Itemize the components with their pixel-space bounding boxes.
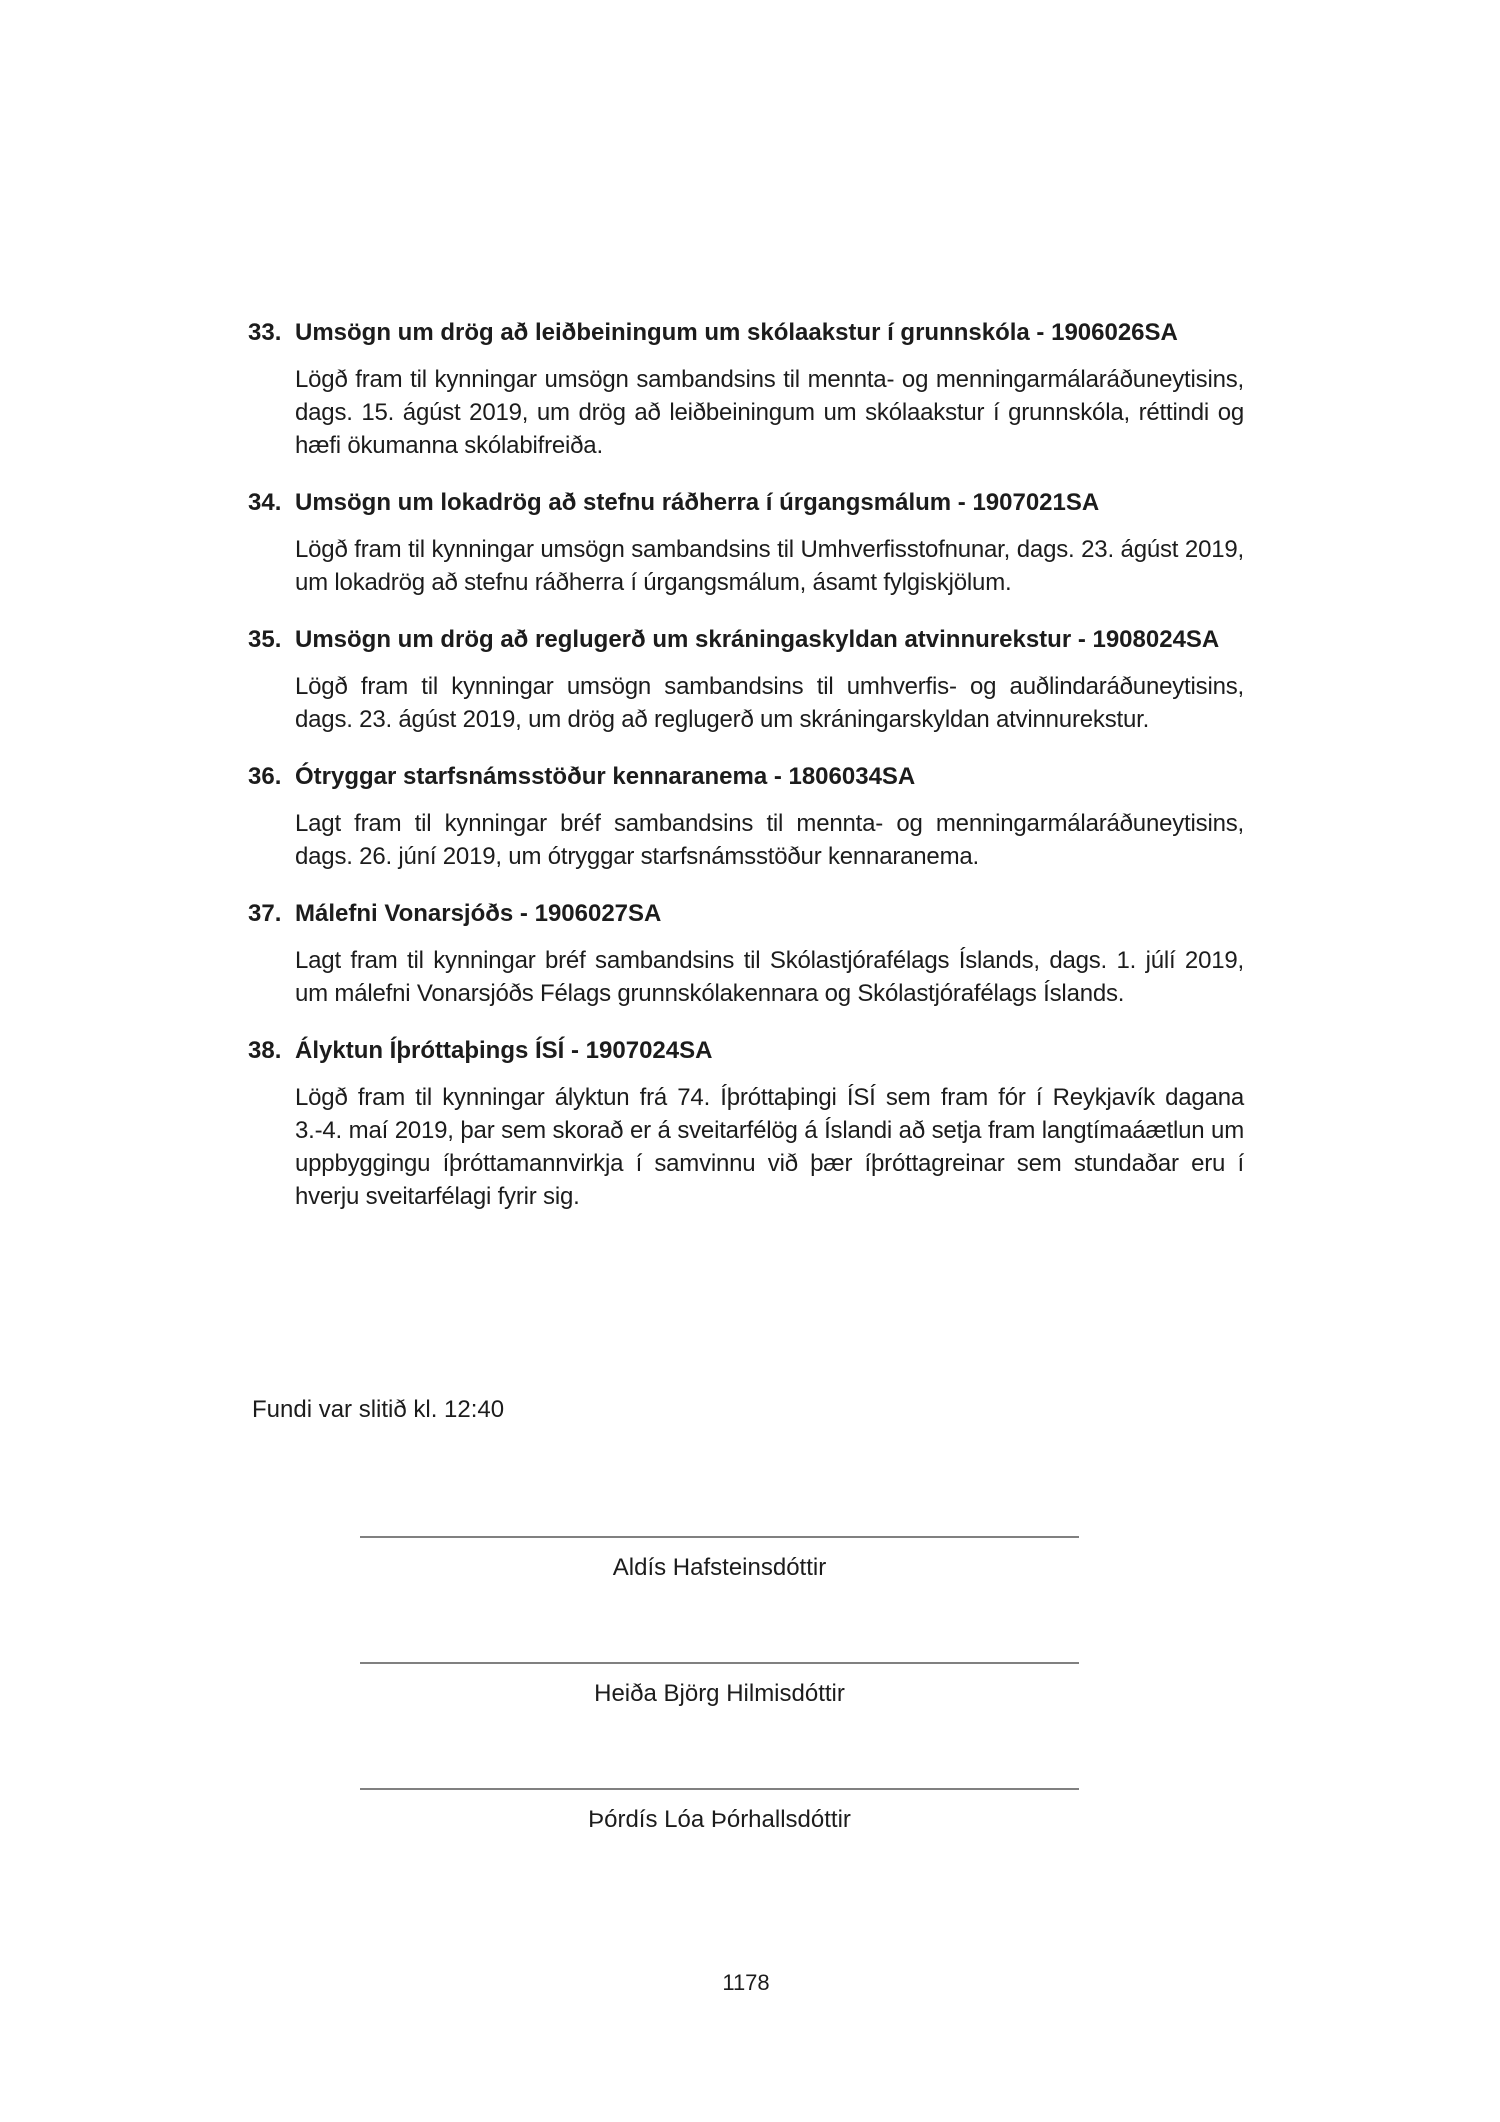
agenda-item-content [295, 623, 1244, 736]
agenda-item-title: Umsögn um drög að reglugerð um skráningaskyldan atvinnurekstur - 1908024SA [295, 626, 1220, 653]
agenda-item-body: Lögð fram til kynningar umsögn sambandsins til mennta- og menningarmálaráðuneytisins, dags. 15. ágúst 2019, um drög að leiðbeiningum um skólaakstur í grunnskóla, réttindi og hæfi ökumanna skólabifreiða. [295, 366, 1244, 459]
agenda-item [248, 623, 1244, 736]
agenda-item-body: Lögð fram til kynningar umsögn sambandsins til Umhverfisstofnunar, dags. 23. ágúst 2019, um lokadrög að stefnu ráðherra í úrgangsmálum, ásamt fylgiskjölum. [295, 536, 1244, 596]
signature-block [360, 1536, 1079, 1584]
meeting-adjourned-text: Fundi var slitið kl. 12:40 [252, 1396, 505, 1423]
agenda-item-number: 37. [248, 900, 282, 927]
page-number: 1178 [722, 1970, 770, 1995]
agenda-item [248, 486, 1244, 599]
agenda-item-number: 34. [248, 489, 282, 516]
agenda-item-content [295, 486, 1244, 599]
signature-name: Þórdís Lóa Þórhallsdóttir [588, 1806, 851, 1833]
agenda-item [248, 897, 1244, 1010]
agenda-item-body: Lögð fram til kynningar umsögn sambandsins til umhverfis- og auðlindaráðuneytisins, dags. 23. ágúst 2019, um drög að reglugerð um skráningarskyldan atvinnurekstur. [295, 673, 1244, 733]
agenda-item-title: Ályktun Íþróttaþings ÍSÍ - 1907024SA [295, 1037, 713, 1064]
agenda-item-body: Lagt fram til kynningar bréf sambandsins til mennta- og menningarmálaráðuneytisins, dags. 26. júní 2019, um ótryggar starfsnámsstöður kennaranema. [295, 810, 1244, 870]
agenda-item-content [295, 760, 1244, 873]
agenda-item-content [295, 316, 1244, 462]
agenda-item-number: 38. [248, 1037, 282, 1064]
agenda-item-number: 33. [248, 319, 282, 346]
signature-name: Heiða Björg Hilmisdóttir [594, 1680, 845, 1707]
agenda-item-body: Lagt fram til kynningar bréf sambandsins til Skólastjórafélags Íslands, dags. 1. júlí 2019, um málefni Vonarsjóðs Félags grunnskólakennara og Skólastjórafélags Íslands. [295, 947, 1244, 1007]
agenda-item-body: Lögð fram til kynningar ályktun frá 74. Íþróttaþingi ÍSÍ sem fram fór í Reykjavík dagana 3.-4. maí 2019, þar sem skorað er á sveitarfélög á Íslandi að setja fram langtímaáætlun um uppbyggingu íþróttamannvirkja í samvinnu við þær íþróttagreinar sem stundaðar eru í hverju sveitarfélagi fyrir sig. [295, 1084, 1244, 1210]
agenda-item-title: Ótryggar starfsnámsstöður kennaranema - 1806034SA [295, 763, 916, 790]
signature-block [360, 1788, 1079, 1836]
agenda-item [248, 316, 1244, 462]
agenda-item-content [295, 897, 1244, 1010]
agenda-item-content [295, 1034, 1244, 1213]
signature-block [360, 1662, 1079, 1710]
agenda-item-title: Umsögn um drög að leiðbeiningum um skólaakstur í grunnskóla - 1906026SA [295, 319, 1178, 346]
agenda-item-title: Málefni Vonarsjóðs - 1906027SA [295, 900, 662, 927]
signature-name: Aldís Hafsteinsdóttir [612, 1554, 827, 1581]
agenda-item-title: Umsögn um lokadrög að stefnu ráðherra í úrgangsmálum - 1907021SA [295, 489, 1100, 516]
agenda-item [248, 760, 1244, 873]
agenda-item-number: 36. [248, 763, 282, 790]
agenda-item-list [248, 316, 1244, 1237]
agenda-item-number: 35. [248, 626, 282, 653]
agenda-item [248, 1034, 1244, 1213]
